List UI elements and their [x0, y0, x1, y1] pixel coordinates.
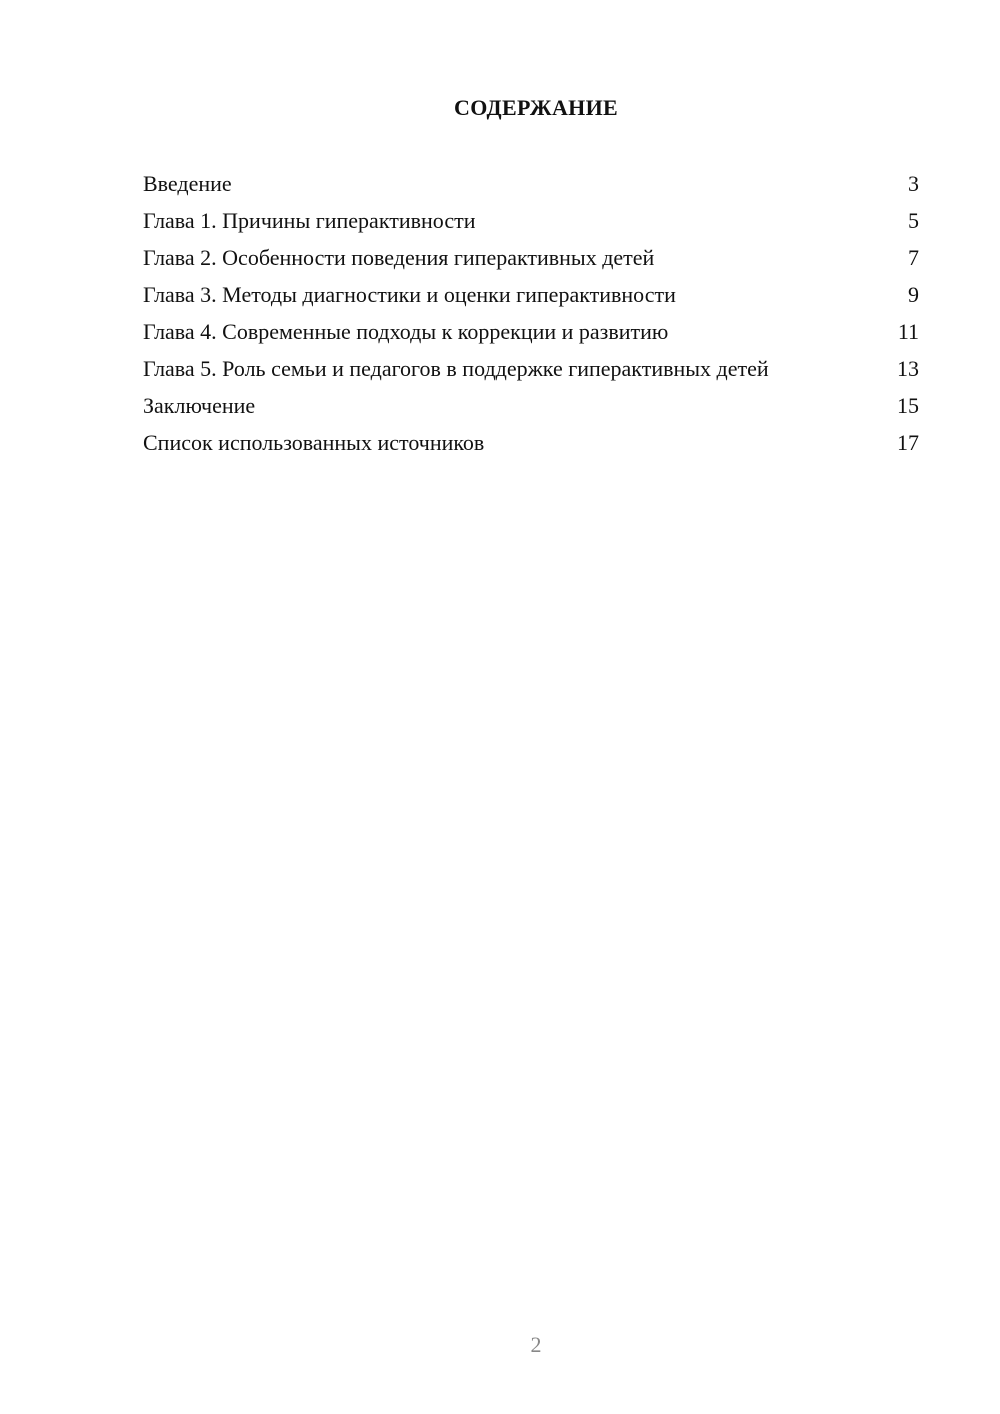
toc-entry-page: 7 — [908, 245, 919, 270]
toc-entry-label: Введение — [143, 171, 232, 196]
toc-entry[interactable] — [143, 392, 919, 420]
toc-entry-page: 11 — [897, 319, 919, 344]
toc-entry-page: 9 — [908, 282, 919, 307]
toc-entry[interactable] — [143, 355, 919, 383]
toc-title: СОДЕРЖАНИЕ — [454, 95, 618, 120]
toc-entry-page: 15 — [897, 393, 919, 418]
toc-entry[interactable] — [143, 429, 919, 457]
toc-entry-label: Глава 4. Современные подходы к коррекции и развитию — [143, 319, 669, 344]
toc-entry[interactable] — [143, 170, 919, 198]
toc-entry-label: Глава 5. Роль семьи и педагогов в поддержке гиперактивных детей — [143, 356, 769, 381]
toc-entry[interactable] — [143, 318, 919, 346]
toc-entry-page: 17 — [897, 430, 919, 455]
toc-entry[interactable] — [143, 244, 919, 272]
toc-entry-label: Заключение — [143, 393, 256, 418]
toc-entry-page: 5 — [908, 208, 919, 233]
toc-entry-page: 13 — [897, 356, 919, 381]
toc-entry[interactable] — [143, 281, 919, 309]
page-number: 2 — [530, 1332, 542, 1357]
toc-list — [143, 170, 919, 466]
toc-entry-page: 3 — [908, 171, 919, 196]
toc-entry[interactable] — [143, 207, 919, 235]
toc-entry-label: Глава 3. Методы диагностики и оценки гиперактивности — [143, 282, 676, 307]
toc-entry-label: Список использованных источников — [143, 430, 485, 455]
toc-entry-label: Глава 2. Особенности поведения гиперактивных детей — [143, 245, 655, 270]
toc-entry-label: Глава 1. Причины гиперактивности — [143, 208, 476, 233]
